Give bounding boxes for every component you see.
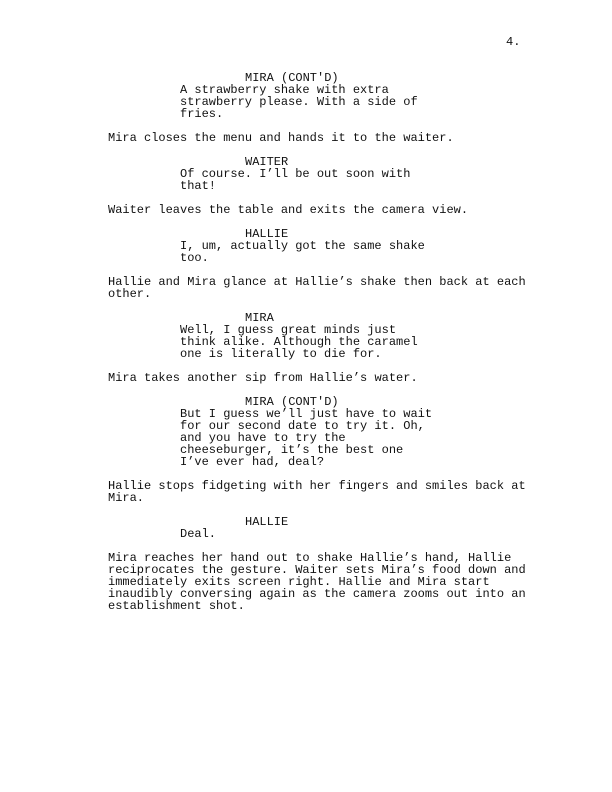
dialogue: I, um, actually got the same shake too. [180,239,425,265]
action-line: Waiter leaves the table and exits the camera view. [108,203,469,217]
character-cue: WAITER [245,155,289,169]
dialogue: A strawberry shake with extra strawberry please. With a side of fries. [180,83,418,121]
page-number: 4. [506,35,521,49]
action-line: Mira takes another sip from Hallie’s water. [108,371,418,385]
character-cue: HALLIE [245,227,289,241]
dialogue: Of course. I’ll be out soon with that! [180,167,411,193]
action-line: Hallie and Mira glance at Hallie’s shake then back at each other. [108,275,526,301]
character-cue: MIRA (CONT'D) [245,71,339,85]
dialogue: Deal. [180,527,217,541]
action-line: Hallie stops fidgeting with her fingers and smiles back at Mira. [108,479,526,505]
character-cue: HALLIE [245,515,289,529]
character-cue: MIRA [245,311,274,325]
action-line: Mira reaches her hand out to shake Hallie’s hand, Hallie reciprocates the gesture. Waiter sets Mira’s food down and immediately exits screen right. Hallie and Mira start inaudibly conversing again as the camera zooms out into an establishment shot. [108,551,526,613]
dialogue: Well, I guess great minds just think alike. Although the caramel one is literally to die for. [180,323,418,361]
character-cue: MIRA (CONT'D) [245,395,339,409]
dialogue: But I guess we’ll just have to wait for our second date to try it. Oh, and you have to try the cheeseburger, it’s the best one I’ve ever had, deal? [180,407,433,469]
action-line: Mira closes the menu and hands it to the waiter. [108,131,454,145]
